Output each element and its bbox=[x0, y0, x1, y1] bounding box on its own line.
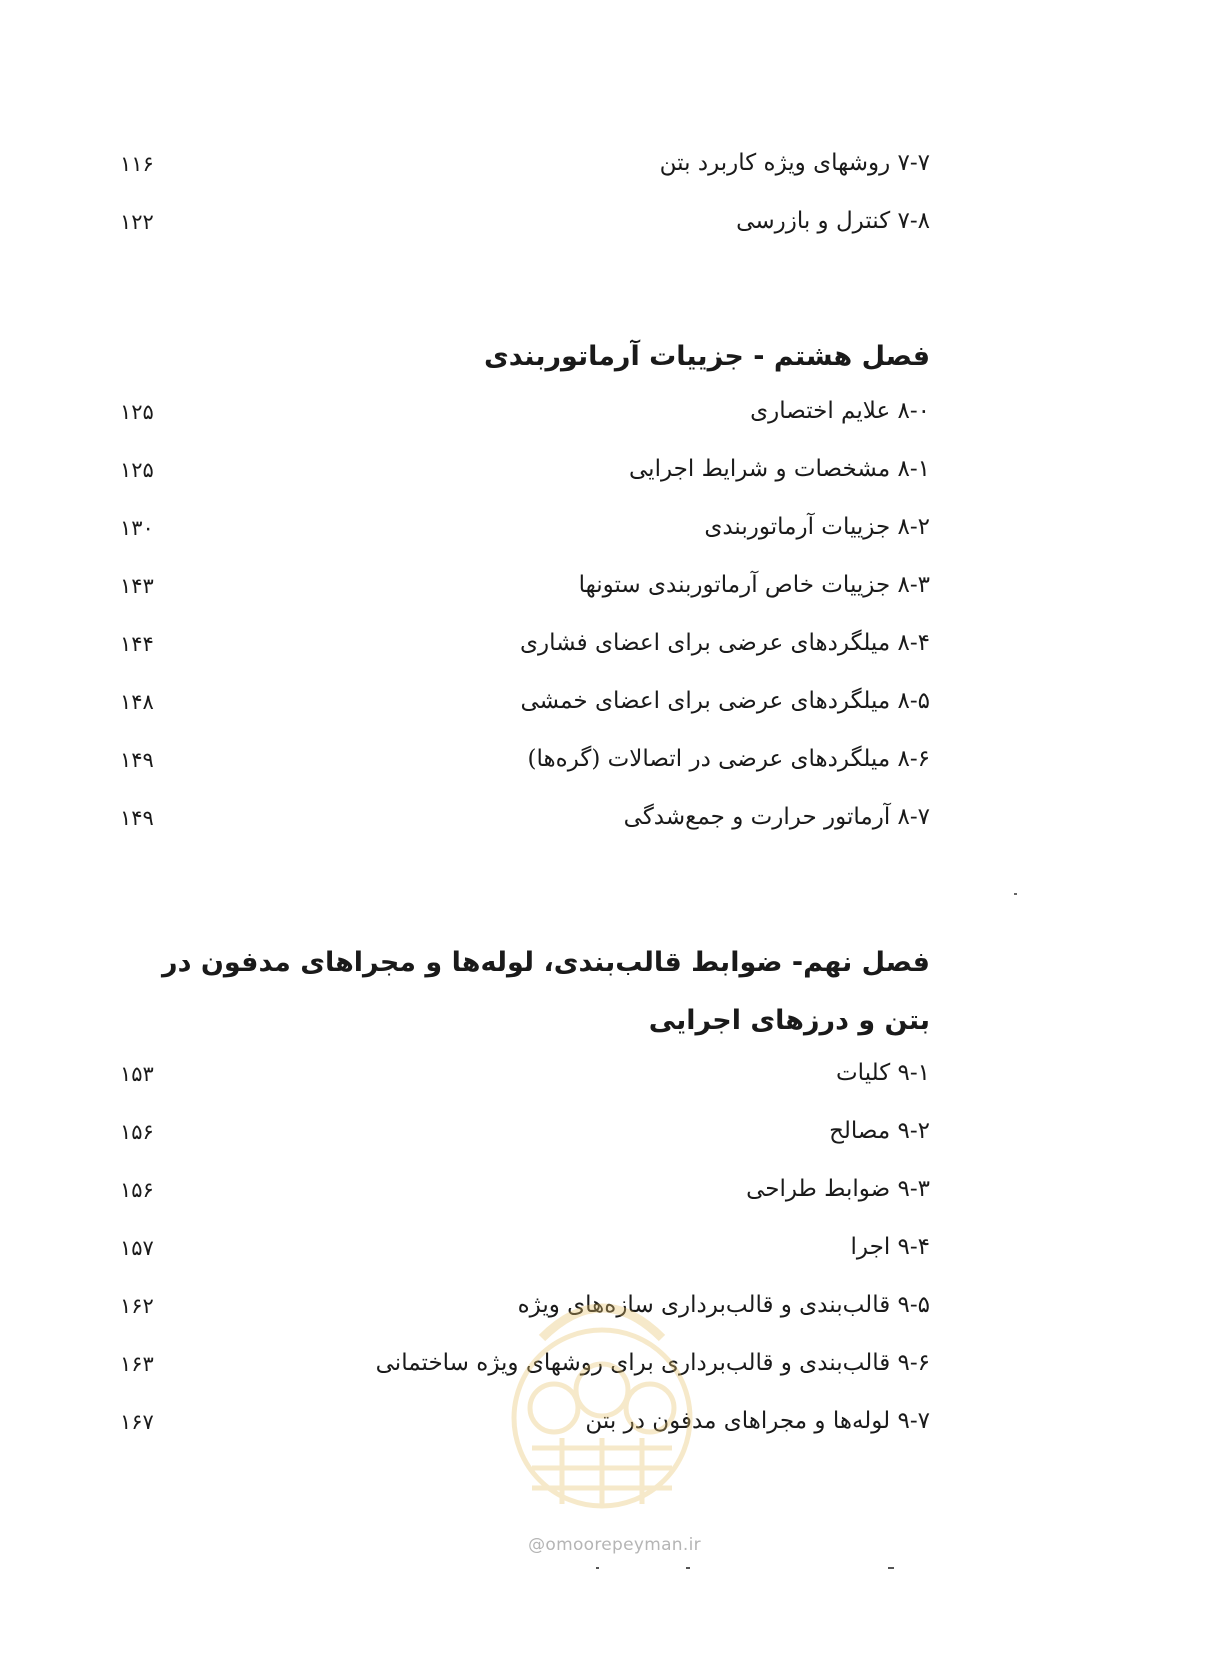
toc-entry-title: ۹-۴ اجرا bbox=[850, 1234, 930, 1260]
toc-entry bbox=[120, 1224, 930, 1282]
toc-entry bbox=[120, 446, 930, 504]
chapter-heading: فصل هشتم - جزییات آرماتوربندی bbox=[483, 341, 930, 372]
toc-entry-title: ۷-۸ کنترل و بازرسی bbox=[736, 208, 930, 234]
toc-entry-title: ۸-۱ مشخصات و شرایط اجرایی bbox=[629, 456, 930, 482]
toc-entry-title: ۸-۳ جزییات خاص آرماتوربندی ستونها bbox=[578, 572, 930, 598]
toc-entry-title: ۷-۷ روشهای ویژه کاربرد بتن bbox=[659, 150, 930, 176]
toc-entry bbox=[120, 1166, 930, 1224]
watermark-site: @omoorepeyman.ir bbox=[528, 1535, 701, 1555]
toc-entry-page: ۱۴۴ bbox=[120, 632, 154, 656]
toc-entry-page: ۱۲۲ bbox=[120, 210, 154, 234]
bottom-edge-mark bbox=[888, 1567, 894, 1569]
toc-entry-page: ۱۵۶ bbox=[120, 1178, 154, 1202]
toc-entry-title: ۸-۴ میلگردهای عرضی برای اعضای فشاری bbox=[520, 630, 930, 656]
toc-entry bbox=[120, 678, 930, 736]
toc-entry-page: ۱۴۸ bbox=[120, 690, 154, 714]
toc-entry-title: ۸-۲ جزییات آرماتوربندی bbox=[704, 514, 930, 540]
toc-entry-page: ۱۶۷ bbox=[120, 1410, 154, 1434]
toc-entry-page: ۱۵۷ bbox=[120, 1236, 154, 1260]
toc-entry bbox=[120, 794, 930, 852]
toc-entry-title: ۸-۶ میلگردهای عرضی در اتصالات (گره‌ها) bbox=[527, 746, 930, 772]
toc-entry bbox=[120, 1398, 930, 1456]
toc-entry bbox=[120, 1340, 930, 1398]
toc-entry-page: ۱۲۵ bbox=[120, 458, 154, 482]
toc-entry-title: ۹-۳ ضوابط طراحی bbox=[746, 1176, 930, 1202]
toc-entry bbox=[120, 620, 930, 678]
toc-entry-page: ۱۶۳ bbox=[120, 1352, 154, 1376]
toc-entry-page: ۱۲۵ bbox=[120, 400, 154, 424]
toc-entry-page: ۱۶۲ bbox=[120, 1294, 154, 1318]
toc-entry-title: ۸-۷ آرماتور حرارت و جمع‌شدگی bbox=[623, 804, 930, 830]
chapter-heading: فصل نهم- ضوابط قالب‌بندی، لوله‌ها و مجراهای مدفون در بتن و درزهای اجرایی bbox=[162, 947, 930, 1036]
bottom-edge-mark bbox=[686, 1567, 690, 1569]
toc-entry-page: ۱۱۶ bbox=[120, 152, 154, 176]
toc-entry-page: ۱۴۹ bbox=[120, 806, 154, 830]
toc-entry bbox=[120, 504, 930, 562]
toc-entry-page: ۱۴۳ bbox=[120, 574, 154, 598]
toc-entry-title: ۸-۵ میلگردهای عرضی برای اعضای خمشی bbox=[520, 688, 930, 714]
bottom-edge-mark bbox=[596, 1567, 599, 1569]
toc-entry bbox=[120, 736, 930, 794]
toc-entry bbox=[120, 1282, 930, 1340]
table-of-contents bbox=[120, 140, 930, 1456]
toc-entry bbox=[120, 140, 930, 198]
toc-entry-title: ۹-۱ کلیات bbox=[836, 1060, 930, 1086]
toc-entry bbox=[120, 388, 930, 446]
toc-entry bbox=[120, 562, 930, 620]
toc-entry bbox=[120, 198, 930, 256]
toc-entry-title: ۹-۵ قالب‌بندی و قالب‌برداری سازه‌های ویژه bbox=[517, 1292, 930, 1318]
toc-entry-page: ۱۴۹ bbox=[120, 748, 154, 772]
toc-entry-title: ۹-۲ مصالح bbox=[829, 1118, 930, 1144]
toc-entry-title: ۸-۰ علایم اختصاری bbox=[750, 398, 930, 424]
toc-entry-title: ۹-۶ قالب‌بندی و قالب‌برداری برای روشهای ویژه ساختمانی bbox=[375, 1350, 930, 1376]
scan-speck bbox=[1014, 893, 1017, 895]
toc-entry bbox=[120, 1050, 930, 1108]
toc-entry-title: ۹-۷ لوله‌ها و مجراهای مدفون در بتن bbox=[585, 1408, 930, 1434]
toc-entry-page: ۱۵۳ bbox=[120, 1062, 154, 1086]
toc-entry-page: ۱۵۶ bbox=[120, 1120, 154, 1144]
toc-entry-page: ۱۳۰ bbox=[120, 516, 154, 540]
toc-entry bbox=[120, 1108, 930, 1166]
